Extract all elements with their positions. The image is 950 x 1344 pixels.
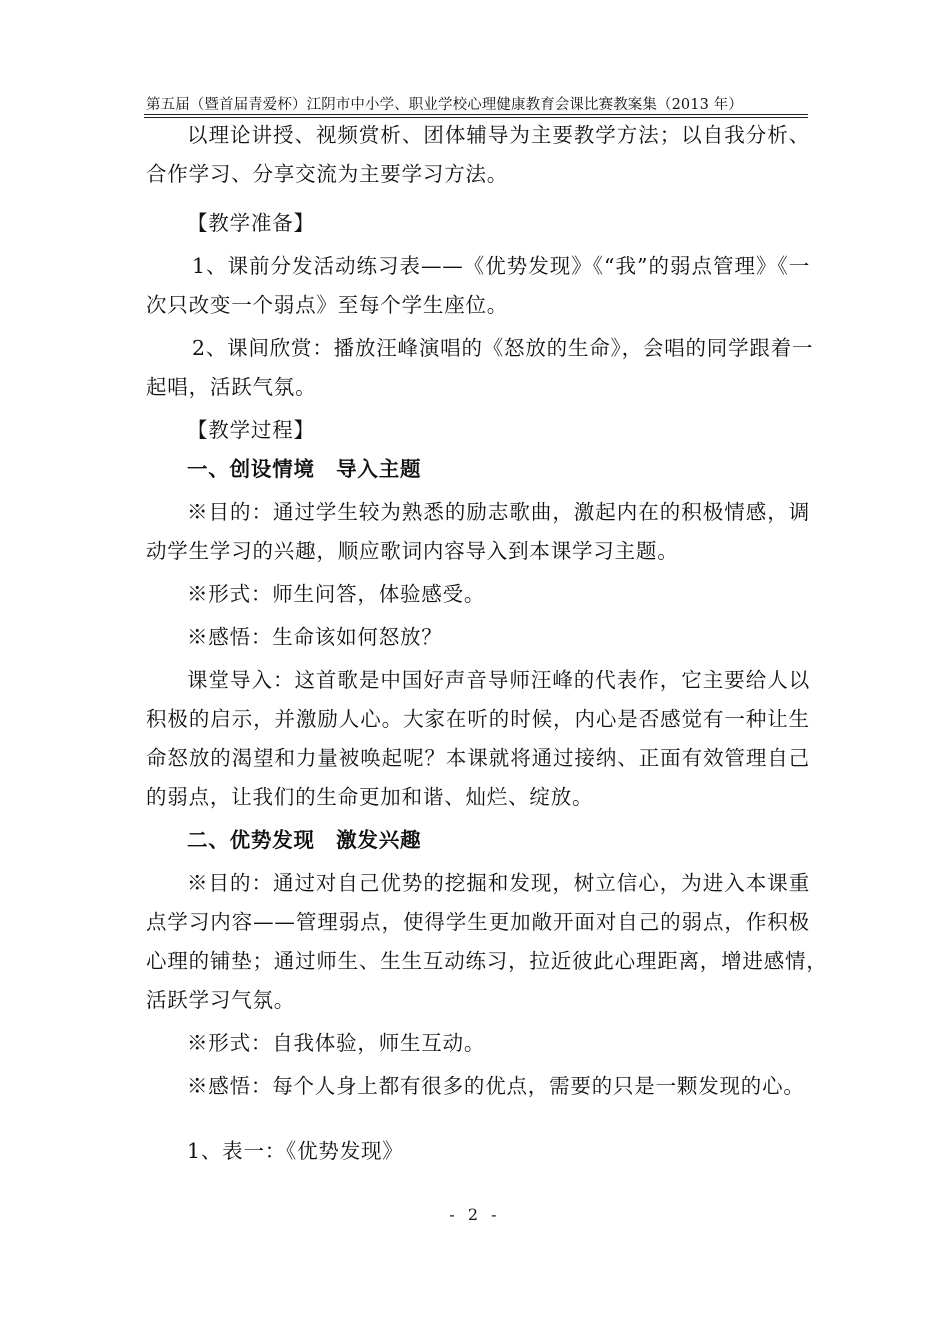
paragraph-line: 1、课前分发活动练习表——《优势发现》《“我”的弱点管理》《一 — [192, 254, 810, 278]
document-body — [146, 116, 828, 1171]
paragraph-line: ※形式：自我体验，师生互动。 — [187, 1031, 486, 1055]
paragraph-line: ※形式：师生问答，体验感受。 — [187, 582, 486, 606]
paragraph-line: 课堂导入：这首歌是中国好声音导师汪峰的代表作，它主要给人以 — [187, 668, 810, 692]
paragraph-line: 心理的铺垫；通过师生、生生互动练习，拉近彼此心理距离，增进感情， — [146, 949, 828, 973]
paragraph-line: 合作学习、分享交流为主要学习方法。 — [146, 162, 509, 186]
paragraph-line: ※感悟：生命该如何怒放？ — [187, 625, 443, 649]
paragraph-line: 2、课间欣赏：播放汪峰演唱的《怒放的生命》，会唱的同学跟着一 — [192, 336, 814, 360]
running-header: 第五届（暨首届青爱杯）江阴市中小学、职业学校心理健康教育会课比赛教案集（2013 年） — [146, 97, 743, 113]
paragraph-line: 动学生学习的兴趣，顺应歌词内容导入到本课学习主题。 — [146, 539, 679, 563]
paragraph-line: 积极的启示，并激励人心。大家在听的时候，内心是否感觉有一种让生 — [146, 707, 810, 731]
step-heading: 一、创设情境 导入主题 — [187, 457, 422, 481]
section-heading: 【教学过程】 — [187, 418, 315, 442]
paragraph-line: ※目的：通过学生较为熟悉的励志歌曲，激起内在的积极情感，调 — [187, 500, 810, 524]
section-heading: 【教学准备】 — [187, 211, 315, 235]
page-number: - 2 - — [449, 1205, 501, 1224]
paragraph-line: ※感悟：每个人身上都有很多的优点，需要的只是一颗发现的心。 — [187, 1074, 805, 1098]
paragraph-line: ※目的：通过对自己优势的挖掘和发现，树立信心，为进入本课重 — [187, 871, 810, 895]
paragraph-line: 以理论讲授、视频赏析、团体辅导为主要教学方法；以自我分析、 — [187, 123, 810, 147]
step-heading: 二、优势发现 激发兴趣 — [187, 828, 422, 852]
paragraph-line: 起唱，活跃气氛。 — [146, 375, 317, 399]
table-caption: 1、表一：《优势发现》 — [187, 1139, 404, 1163]
paragraph-line: 命怒放的渴望和力量被唤起呢？本课就将通过接纳、正面有效管理自己 — [146, 746, 810, 770]
header-rule — [144, 114, 808, 115]
paragraph-line: 活跃学习气氛。 — [146, 988, 296, 1012]
paragraph-line: 的弱点，让我们的生命更加和谐、灿烂、绽放。 — [146, 785, 594, 809]
paragraph-line: 点学习内容——管理弱点，使得学生更加敞开面对自己的弱点，作积极 — [146, 910, 810, 934]
paragraph-line: 次只改变一个弱点》至每个学生座位。 — [146, 293, 509, 317]
